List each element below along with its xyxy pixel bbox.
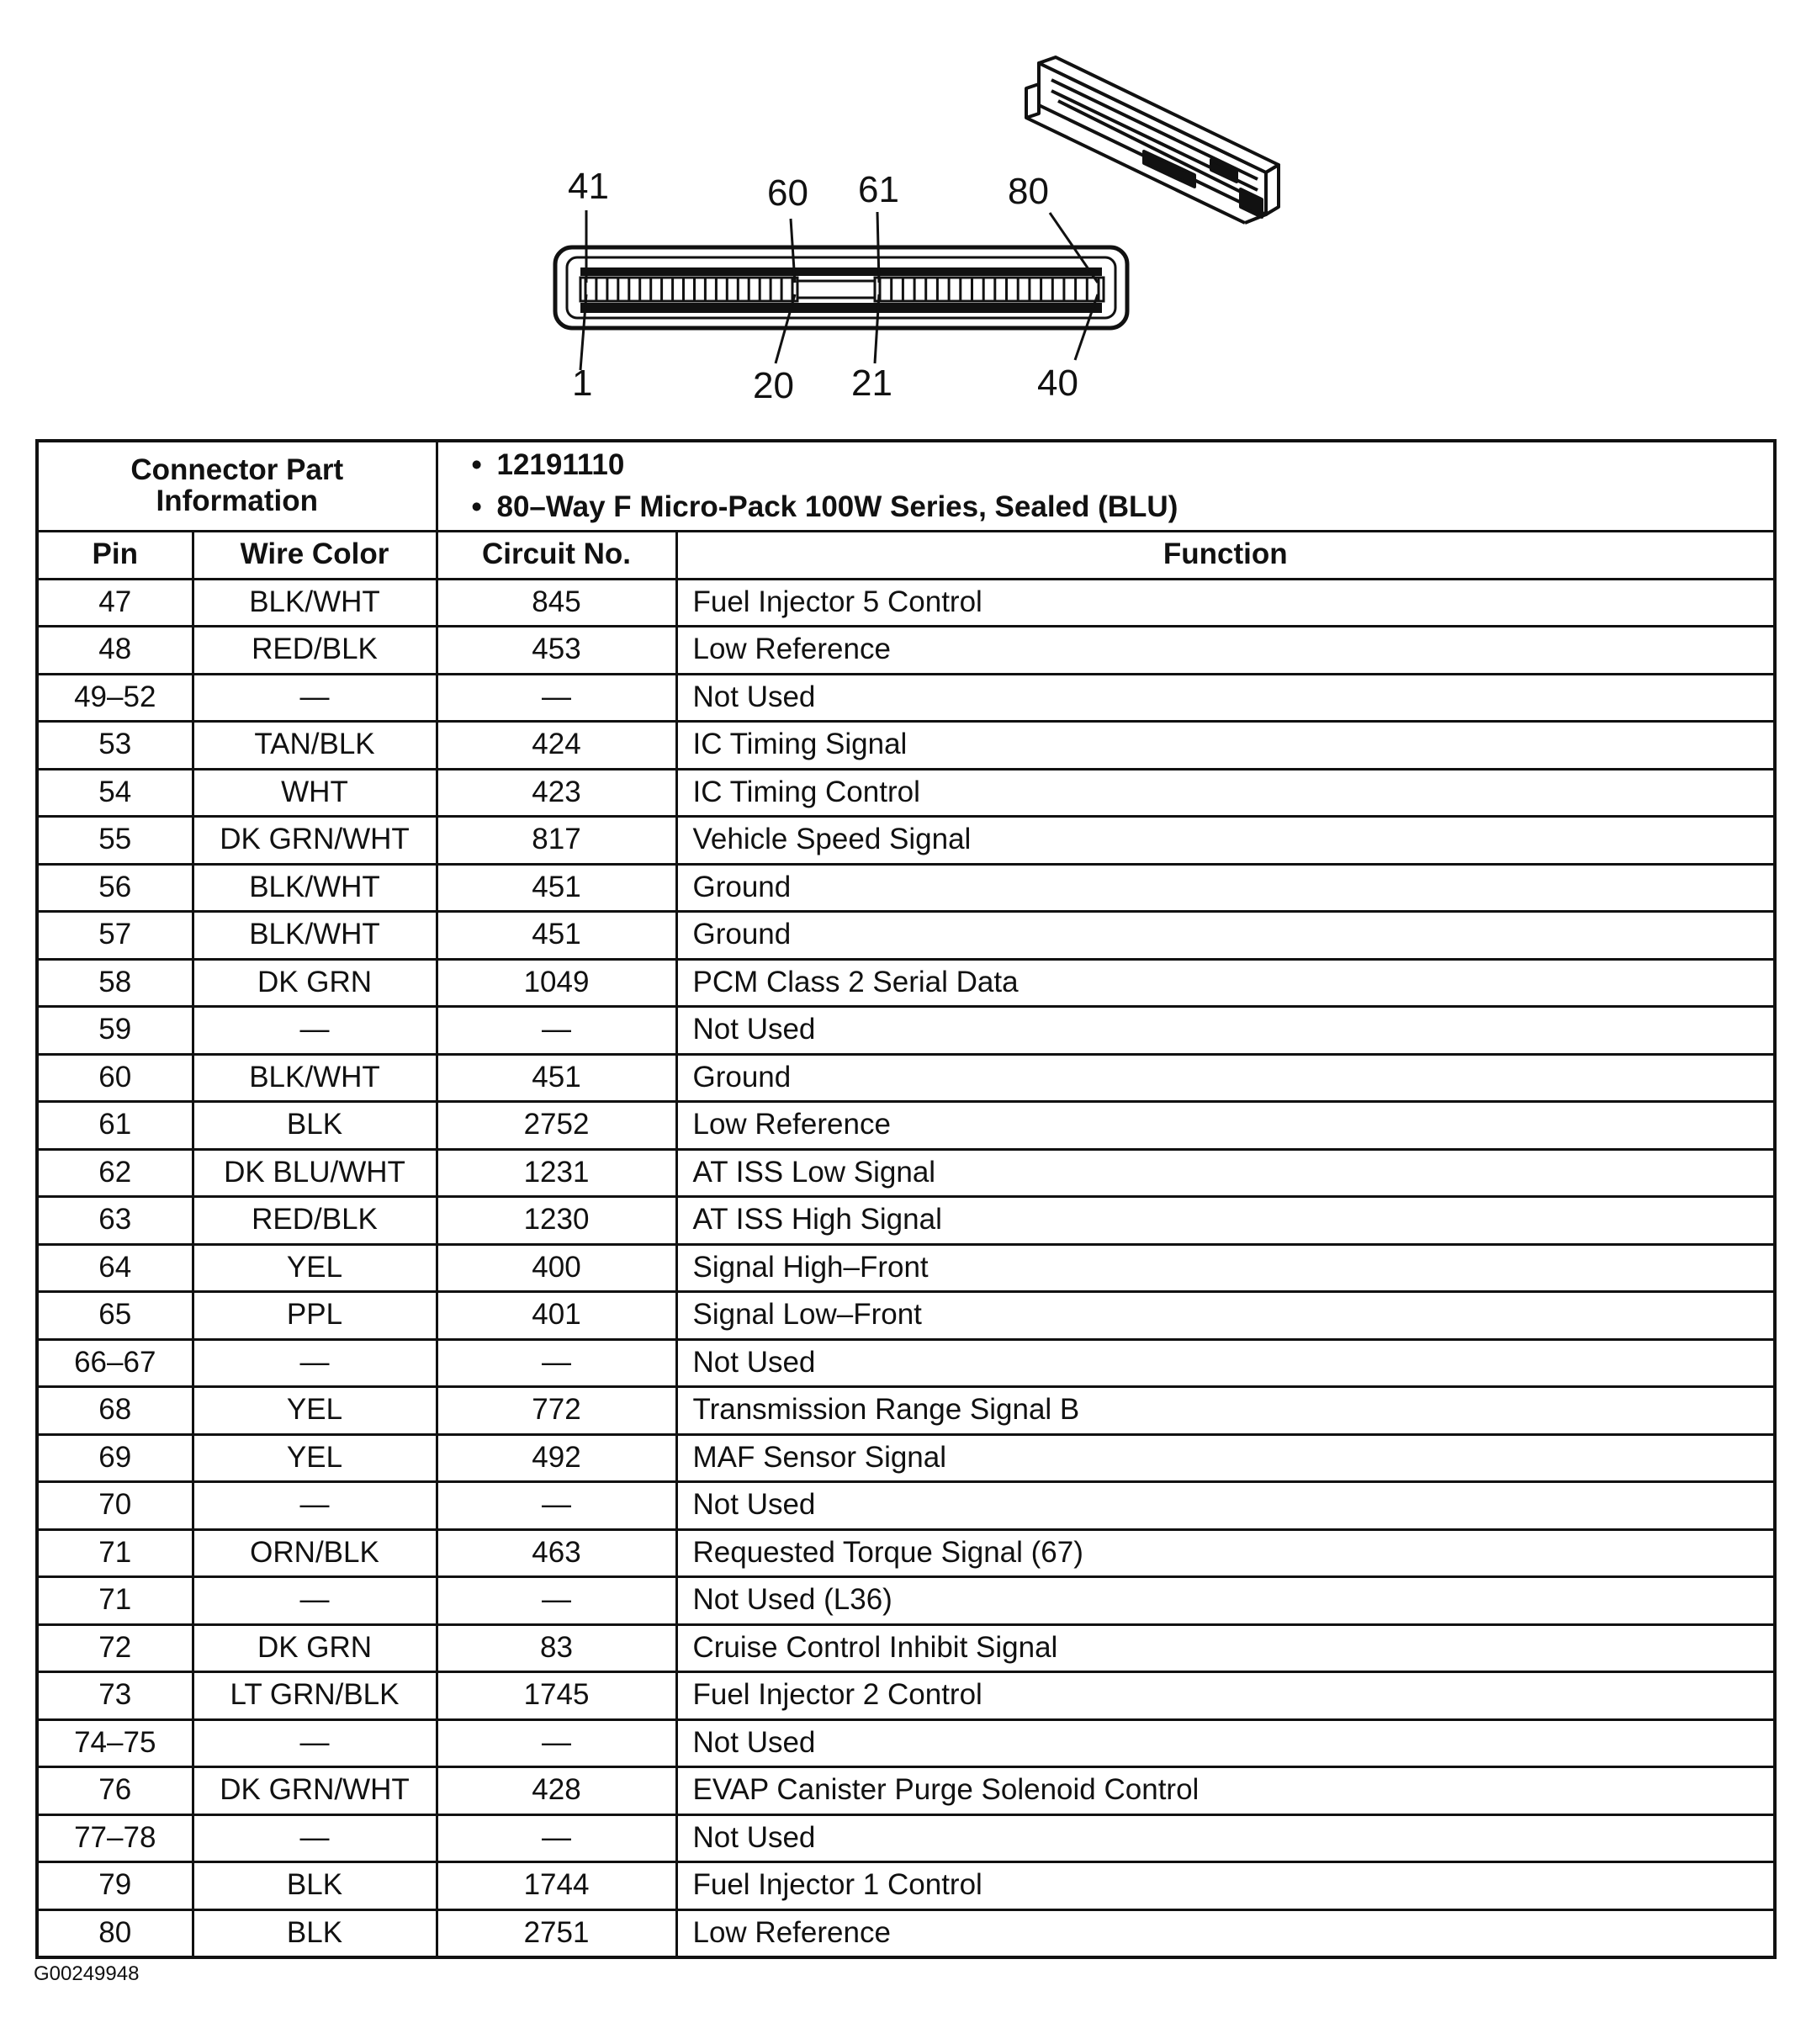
function-cell: Transmission Range Signal B — [676, 1387, 1775, 1435]
pinout-table — [35, 439, 1777, 1959]
circuit-cell: 401 — [437, 1292, 676, 1340]
pin-cell: 62 — [37, 1149, 193, 1197]
pin-cell: 49–52 — [37, 674, 193, 722]
function-cell: Not Used — [676, 1719, 1775, 1767]
wire-color-cell: WHT — [193, 769, 437, 817]
function-cell: Ground — [676, 1054, 1775, 1102]
pin-cell: 68 — [37, 1387, 193, 1435]
table-row — [37, 1197, 1775, 1245]
connector-3d-view — [1026, 57, 1279, 223]
table-row — [37, 1529, 1775, 1577]
wire-color-cell: BLK — [193, 1862, 437, 1910]
function-cell: Fuel Injector 2 Control — [676, 1672, 1775, 1720]
pin-cell: 47 — [37, 579, 193, 627]
pin-cell: 77–78 — [37, 1814, 193, 1862]
pin-cell: 66–67 — [37, 1339, 193, 1387]
table-row — [37, 1482, 1775, 1530]
wire-color-cell: DK GRN/WHT — [193, 817, 437, 865]
wire-color-cell: DK GRN — [193, 1624, 437, 1672]
function-cell: EVAP Canister Purge Solenoid Control — [676, 1767, 1775, 1815]
wire-color-cell: — — [193, 1814, 437, 1862]
function-cell: MAF Sensor Signal — [676, 1434, 1775, 1482]
wire-color-cell: BLK/WHT — [193, 579, 437, 627]
function-cell: Not Used (L36) — [676, 1577, 1775, 1625]
circuit-cell: — — [437, 1719, 676, 1767]
function-cell: Cruise Control Inhibit Signal — [676, 1624, 1775, 1672]
pin-cell: 54 — [37, 769, 193, 817]
function-cell: Requested Torque Signal (67) — [676, 1529, 1775, 1577]
table-row — [37, 1054, 1775, 1102]
connector-info-row — [37, 441, 1775, 532]
function-cell: Low Reference — [676, 1909, 1775, 1957]
function-cell: Not Used — [676, 674, 1775, 722]
wire-color-cell: — — [193, 1339, 437, 1387]
wire-color-cell: — — [193, 1482, 437, 1530]
circuit-cell: 772 — [437, 1387, 676, 1435]
pin-cell: 63 — [37, 1197, 193, 1245]
table-row — [37, 1102, 1775, 1150]
table-row — [37, 1767, 1775, 1815]
col-header-pin: Pin — [37, 532, 193, 580]
column-header-row — [37, 532, 1775, 580]
table-row — [37, 817, 1775, 865]
function-cell: Not Used — [676, 1482, 1775, 1530]
table-row — [37, 1434, 1775, 1482]
function-cell: Not Used — [676, 1007, 1775, 1055]
wire-color-cell: LT GRN/BLK — [193, 1672, 437, 1720]
wire-color-cell: BLK — [193, 1102, 437, 1150]
table-row — [37, 959, 1775, 1007]
function-cell: Not Used — [676, 1814, 1775, 1862]
function-cell: IC Timing Control — [676, 769, 1775, 817]
pin-cell: 65 — [37, 1292, 193, 1340]
table-row — [37, 1624, 1775, 1672]
circuit-cell: 1231 — [437, 1149, 676, 1197]
connector-diagram — [0, 0, 1806, 421]
circuit-cell: — — [437, 1814, 676, 1862]
wire-color-cell: BLK/WHT — [193, 864, 437, 912]
function-cell: AT ISS Low Signal — [676, 1149, 1775, 1197]
wire-color-cell: YEL — [193, 1434, 437, 1482]
col-header-wire-color: Wire Color — [193, 532, 437, 580]
function-cell: Vehicle Speed Signal — [676, 817, 1775, 865]
table-row — [37, 1292, 1775, 1340]
table-row — [37, 1814, 1775, 1862]
wire-color-cell: RED/BLK — [193, 1197, 437, 1245]
table-row — [37, 1387, 1775, 1435]
circuit-cell: 2751 — [437, 1909, 676, 1957]
table-row — [37, 579, 1775, 627]
circuit-cell: 1049 — [437, 959, 676, 1007]
wire-color-cell: — — [193, 1577, 437, 1625]
circuit-cell: — — [437, 674, 676, 722]
wire-color-cell: — — [193, 674, 437, 722]
pin-label-1: 1 — [572, 363, 593, 404]
wire-color-cell: DK GRN — [193, 959, 437, 1007]
wire-color-cell: BLK/WHT — [193, 912, 437, 960]
function-cell: PCM Class 2 Serial Data — [676, 959, 1775, 1007]
wire-color-cell: YEL — [193, 1387, 437, 1435]
pin-cell: 73 — [37, 1672, 193, 1720]
circuit-cell: 423 — [437, 769, 676, 817]
connector-part-number: • 12191110 — [497, 444, 1766, 486]
function-cell: Fuel Injector 1 Control — [676, 1862, 1775, 1910]
table-row — [37, 722, 1775, 770]
circuit-cell: 451 — [437, 1054, 676, 1102]
wire-color-cell: DK GRN/WHT — [193, 1767, 437, 1815]
table-row — [37, 1672, 1775, 1720]
pin-label-80: 80 — [1008, 171, 1049, 212]
connector-face — [555, 247, 1127, 328]
table-row — [37, 1339, 1775, 1387]
pin-cell: 55 — [37, 817, 193, 865]
wire-color-cell: YEL — [193, 1244, 437, 1292]
table-row — [37, 1244, 1775, 1292]
circuit-cell: 453 — [437, 627, 676, 675]
pin-cell: 72 — [37, 1624, 193, 1672]
circuit-cell: — — [437, 1577, 676, 1625]
pin-cell: 76 — [37, 1767, 193, 1815]
circuit-cell: 428 — [437, 1767, 676, 1815]
pin-cell: 59 — [37, 1007, 193, 1055]
wire-color-cell: BLK — [193, 1909, 437, 1957]
pin-cell: 53 — [37, 722, 193, 770]
wire-color-cell: PPL — [193, 1292, 437, 1340]
table-row — [37, 1862, 1775, 1910]
col-header-function: Function — [676, 532, 1775, 580]
circuit-cell: 2752 — [437, 1102, 676, 1150]
circuit-cell: 1745 — [437, 1672, 676, 1720]
pin-cell: 48 — [37, 627, 193, 675]
circuit-cell: 492 — [437, 1434, 676, 1482]
connector-info-values — [437, 441, 1775, 532]
pin-cell: 58 — [37, 959, 193, 1007]
circuit-cell: 83 — [437, 1624, 676, 1672]
wire-color-cell: TAN/BLK — [193, 722, 437, 770]
pin-cell: 57 — [37, 912, 193, 960]
circuit-cell: 1744 — [437, 1862, 676, 1910]
pin-cell: 61 — [37, 1102, 193, 1150]
function-cell: Fuel Injector 5 Control — [676, 579, 1775, 627]
pin-label-61: 61 — [858, 169, 899, 210]
wire-color-cell: BLK/WHT — [193, 1054, 437, 1102]
table-row — [37, 1007, 1775, 1055]
circuit-cell: 817 — [437, 817, 676, 865]
wire-color-cell: — — [193, 1719, 437, 1767]
table-row — [37, 627, 1775, 675]
pin-cell: 74–75 — [37, 1719, 193, 1767]
pin-cell: 70 — [37, 1482, 193, 1530]
table-row — [37, 1577, 1775, 1625]
table-row — [37, 1149, 1775, 1197]
pin-cell: 60 — [37, 1054, 193, 1102]
pin-label-20: 20 — [753, 365, 794, 406]
pin-cell: 79 — [37, 1862, 193, 1910]
function-cell: Ground — [676, 912, 1775, 960]
circuit-cell: — — [437, 1482, 676, 1530]
pin-cell: 69 — [37, 1434, 193, 1482]
wire-color-cell: RED/BLK — [193, 627, 437, 675]
wire-color-cell: — — [193, 1007, 437, 1055]
circuit-cell: 1230 — [437, 1197, 676, 1245]
circuit-cell: 845 — [437, 579, 676, 627]
function-cell: Not Used — [676, 1339, 1775, 1387]
circuit-cell: — — [437, 1339, 676, 1387]
pin-label-41: 41 — [568, 166, 609, 207]
pin-cell: 80 — [37, 1909, 193, 1957]
function-cell: Signal Low–Front — [676, 1292, 1775, 1340]
circuit-cell: 451 — [437, 912, 676, 960]
table-row — [37, 1909, 1775, 1957]
pin-label-60: 60 — [767, 172, 808, 214]
pin-cell: 56 — [37, 864, 193, 912]
pin-cell: 71 — [37, 1529, 193, 1577]
function-cell: Low Reference — [676, 1102, 1775, 1150]
table-row — [37, 769, 1775, 817]
connector-description: • 80–Way F Micro-Pack 100W Series, Sealed (BLU) — [497, 486, 1766, 528]
circuit-cell: 463 — [437, 1529, 676, 1577]
circuit-cell: 451 — [437, 864, 676, 912]
function-cell: Low Reference — [676, 627, 1775, 675]
circuit-cell: — — [437, 1007, 676, 1055]
figure-id: G00249948 — [34, 1962, 140, 1985]
function-cell: Signal High–Front — [676, 1244, 1775, 1292]
table-row — [37, 674, 1775, 722]
pinout-rows — [37, 579, 1775, 1957]
circuit-cell: 400 — [437, 1244, 676, 1292]
table-row — [37, 1719, 1775, 1767]
pin-cell: 71 — [37, 1577, 193, 1625]
pin-label-40: 40 — [1037, 363, 1078, 404]
wire-color-cell: DK BLU/WHT — [193, 1149, 437, 1197]
pin-cell: 64 — [37, 1244, 193, 1292]
connector-info-label: Connector Part Information — [37, 441, 437, 532]
function-cell: Ground — [676, 864, 1775, 912]
col-header-circuit: Circuit No. — [437, 532, 676, 580]
table-row — [37, 912, 1775, 960]
function-cell: AT ISS High Signal — [676, 1197, 1775, 1245]
wire-color-cell: ORN/BLK — [193, 1529, 437, 1577]
pin-label-21: 21 — [851, 363, 892, 404]
circuit-cell: 424 — [437, 722, 676, 770]
function-cell: IC Timing Signal — [676, 722, 1775, 770]
table-row — [37, 864, 1775, 912]
